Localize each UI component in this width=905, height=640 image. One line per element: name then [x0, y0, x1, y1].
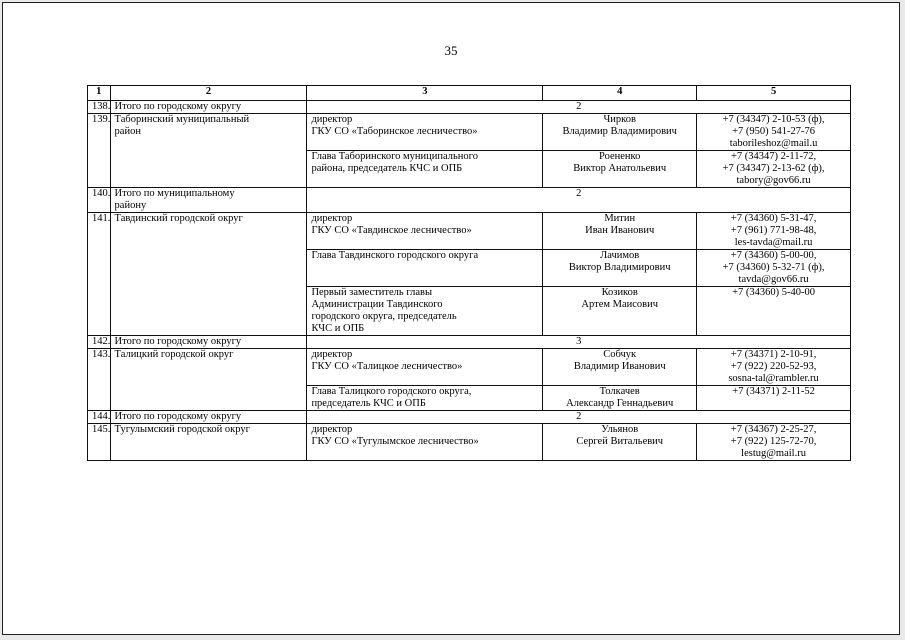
table-row	[88, 424, 851, 461]
contact-phones: +7 (34360) 5-00-00, +7 (34360) 5-32-71 (ф), tavda@gov66.ru	[697, 250, 851, 287]
municipality-name: Тавдинский городской округ	[110, 213, 307, 336]
page-number: 35	[444, 43, 458, 58]
table-header-row	[88, 86, 851, 101]
document-page	[2, 2, 900, 635]
contact-phones: +7 (34371) 2-11-52	[697, 386, 851, 411]
total-count: 3	[307, 336, 851, 349]
official-position: директор ГКУ СО «Талицкое лесничество»	[307, 349, 543, 386]
municipality-name: Таборинский муниципальный район	[110, 114, 307, 188]
official-name: Ульянов Сергей Витальевич	[543, 424, 697, 461]
official-name: Собчук Владимир Иванович	[543, 349, 697, 386]
contact-phones: +7 (34360) 5-40-00	[697, 287, 851, 336]
row-number: 138.	[88, 101, 111, 114]
official-position: директор ГКУ СО «Таборинское лесничество»	[307, 114, 543, 151]
official-position: директор ГКУ СО «Тугулымское лесничество»	[307, 424, 543, 461]
official-name: Митин Иван Иванович	[543, 213, 697, 250]
official-position: Глава Тавдинского городского округа	[307, 250, 543, 287]
municipality-name: Талицкий городской округ	[110, 349, 307, 411]
table-body	[88, 86, 851, 461]
row-number: 145.	[88, 424, 111, 461]
official-name: Козиков Артем Маисович	[543, 287, 697, 336]
official-name: Чирков Владимир Владимирович	[543, 114, 697, 151]
total-row	[88, 336, 851, 349]
official-position: Глава Таборинского муниципального района, председатель КЧС и ОПБ	[307, 151, 543, 188]
contact-phones: +7 (34371) 2-10-91, +7 (922) 220-52-93, sosna-tal@rambler.ru	[697, 349, 851, 386]
row-number: 144.	[88, 411, 111, 424]
contact-phones: +7 (34347) 2-10-53 (ф), +7 (950) 541-27-76 taborileshoz@mail.u	[697, 114, 851, 151]
column-header: 3	[307, 86, 543, 101]
column-header: 2	[110, 86, 307, 101]
row-number: 141.	[88, 213, 111, 336]
contact-phones: +7 (34367) 2-25-27, +7 (922) 125-72-70, lestug@mail.ru	[697, 424, 851, 461]
total-row	[88, 411, 851, 424]
contact-phones: +7 (34347) 2-11-72, +7 (34347) 2-13-62 (ф), tabory@gov66.ru	[697, 151, 851, 188]
official-name: Лачимов Виктор Владимирович	[543, 250, 697, 287]
total-label: Итого по городскому округу	[110, 336, 307, 349]
municipality-name: Тугулымский городской округ	[110, 424, 307, 461]
row-number: 143.	[88, 349, 111, 411]
row-number: 142.	[88, 336, 111, 349]
official-position: директор ГКУ СО «Тавдинское лесничество»	[307, 213, 543, 250]
official-position: Глава Талицкого городского округа, председатель КЧС и ОПБ	[307, 386, 543, 411]
official-position: Первый заместитель главы Администрации Тавдинского городского округа, председатель КЧС и ОПБ	[307, 287, 543, 336]
column-header: 4	[543, 86, 697, 101]
column-header: 5	[697, 86, 851, 101]
contact-phones: +7 (34360) 5-31-47, +7 (961) 771-98-48, les-tavda@mail.ru	[697, 213, 851, 250]
row-number: 139.	[88, 114, 111, 188]
table-row	[88, 213, 851, 250]
contacts-table	[87, 85, 851, 461]
total-row	[88, 188, 851, 213]
official-name: Толкачев Александр Геннадьевич	[543, 386, 697, 411]
total-count: 2	[307, 188, 851, 213]
table-row	[88, 114, 851, 151]
total-label: Итого по городскому округу	[110, 101, 307, 114]
total-count: 2	[307, 411, 851, 424]
column-header: 1	[88, 86, 111, 101]
total-row	[88, 101, 851, 114]
row-number: 140.	[88, 188, 111, 213]
table-row	[88, 349, 851, 386]
total-label: Итого по муниципальному району	[110, 188, 307, 213]
official-name: Роененко Виктор Анатольевич	[543, 151, 697, 188]
total-label: Итого по городскому округу	[110, 411, 307, 424]
total-count: 2	[307, 101, 851, 114]
